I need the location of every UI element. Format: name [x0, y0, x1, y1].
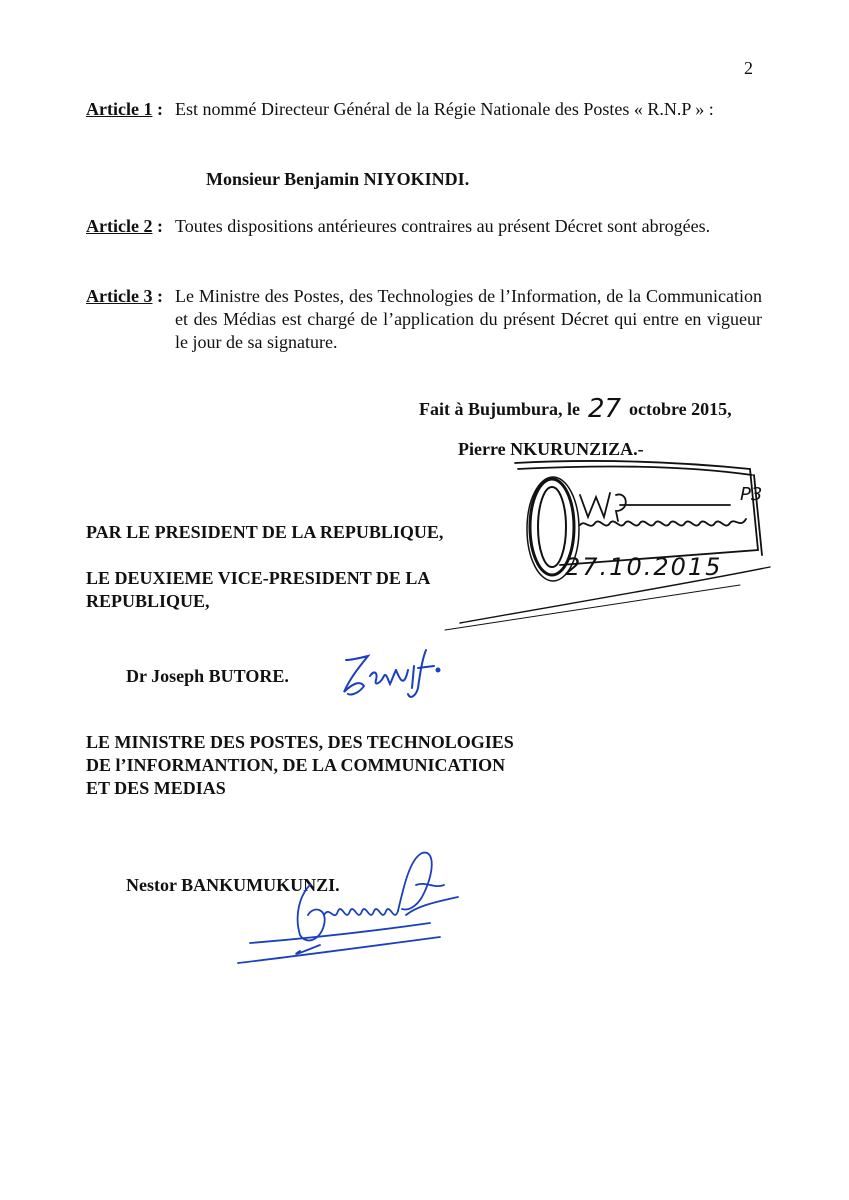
vice-president-title	[86, 567, 430, 613]
article-3-label: Article 3 :	[86, 286, 163, 306]
article-1-label: Article 1 :	[86, 99, 163, 119]
article-1-text: Est nommé Directeur Général de la Régie Nationale des Postes « R.N.P » :	[175, 99, 714, 119]
article-3	[86, 285, 762, 354]
vice-president-title-line2: REPUBLIQUE,	[86, 591, 210, 611]
minister-name: Nestor BANKUMUKUNZI.	[126, 875, 340, 895]
article-2	[86, 215, 762, 238]
vice-president-name: Dr Joseph BUTORE.	[126, 666, 289, 686]
par-le-president: PAR LE PRESIDENT DE LA REPUBLIQUE,	[86, 522, 444, 542]
article-1	[86, 98, 762, 121]
minister-title	[86, 731, 514, 800]
place-date-day: 27	[587, 394, 622, 424]
article-3-text: Le Ministre des Postes, des Technologies de l’Information, de la Communication et des Médias est chargé de l’application du présent Décret qui entre en vigueur le jour de sa signature.	[175, 286, 762, 352]
president-signature	[440, 455, 780, 635]
minister-title-line3: ET DES MEDIAS	[86, 778, 226, 798]
minister-title-line1: LE MINISTRE DES POSTES, DES TECHNOLOGIES	[86, 732, 514, 752]
president-name: Pierre NKURUNZIZA.-	[458, 439, 644, 459]
page-number: 2	[744, 58, 753, 78]
vice-president-title-line1: LE DEUXIEME VICE-PRESIDENT DE LA	[86, 568, 431, 588]
minister-title-line2: DE l’INFORMANTION, DE LA COMMUNICATION	[86, 755, 506, 775]
article-2-label: Article 2 :	[86, 216, 163, 236]
nominee-name: Monsieur Benjamin NIYOKINDI.	[206, 169, 470, 189]
place-date-suffix: octobre 2015,	[629, 399, 732, 419]
article-2-text: Toutes dispositions antérieures contraires au présent Décret sont abrogées.	[175, 216, 711, 236]
stamp-initials: P3	[740, 484, 763, 505]
stamp-date: 27.10.2015	[565, 553, 723, 581]
minister-signature	[230, 845, 470, 980]
place-date	[419, 392, 732, 422]
place-date-prefix: Fait à Bujumbura, le	[419, 399, 581, 419]
vice-president-signature	[330, 640, 450, 710]
